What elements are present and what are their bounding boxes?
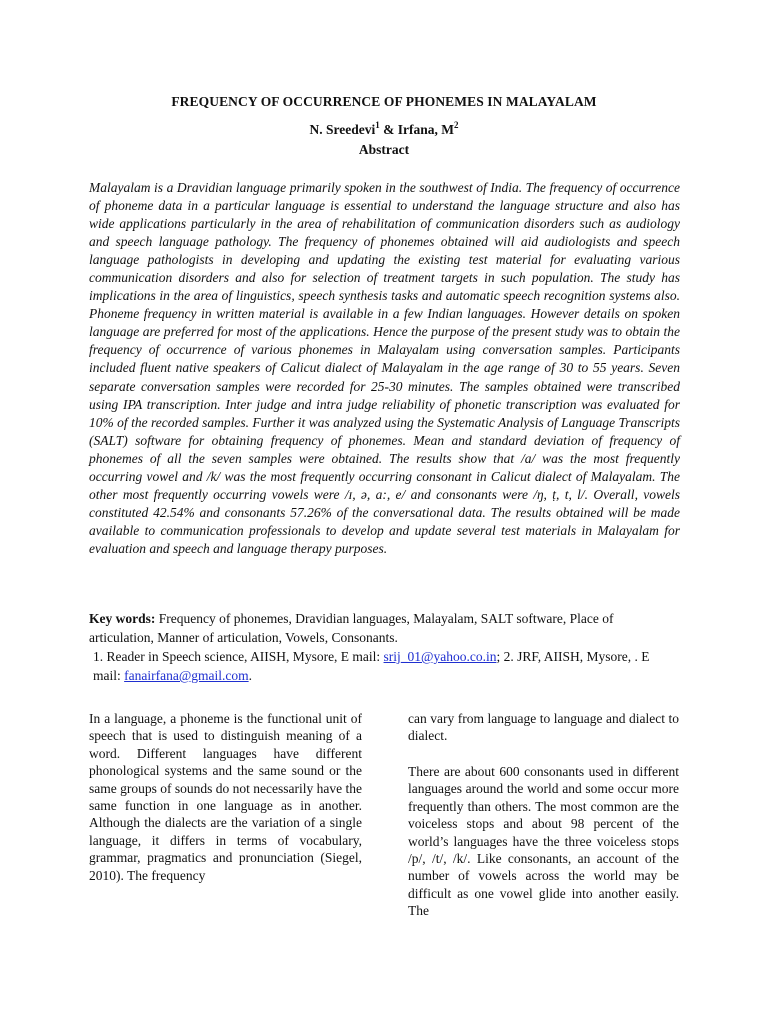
keywords-label: Key words: bbox=[89, 611, 156, 626]
body-left-column: In a language, a phoneme is the functional unit of speech that is used to distinguish meaning of a word. Different languages have different phonological systems and the same sound or the same groups of sounds do not necessarily have the same function in one language as in another. Although the dialects are the variation of a single language, it differs in terms of vocabulary, grammar, pragmatics and pronunciation (Siegel, 2010). The frequency bbox=[89, 711, 362, 883]
affiliation-end: . bbox=[248, 668, 252, 683]
author-name-2: & Irfana, M bbox=[379, 122, 454, 137]
author-line bbox=[0, 122, 768, 138]
keywords-text: Frequency of phonemes, Dravidian languages, Malayalam, SALT software, Place of articulation, Manner of articulation, Vowels, Consonants. bbox=[89, 611, 614, 645]
author-name-1: N. Sreedevi bbox=[309, 122, 376, 137]
paper-title: FREQUENCY OF OCCURRENCE OF PHONEMES IN MALAYALAM bbox=[171, 94, 597, 109]
abstract-heading: Abstract bbox=[358, 142, 410, 157]
author-2-affiliation-mark: 2 bbox=[454, 120, 459, 130]
affiliation-1-text: 1. Reader in Speech science, AIISH, Mysore, E mail: bbox=[93, 649, 384, 664]
keywords bbox=[89, 609, 680, 647]
affiliation-2-text: ; 2. JRF, AIISH, Mysore, . E mail: bbox=[93, 649, 650, 683]
body-right-column-paragraph-2: There are about 600 consonants used in different languages around the world and some occur more frequently than others. The most common are the voiceless stops and about 98 percent of the world’s languages have the three voiceless stops /p/, /t/, /k/. Like consonants, an account of the number of vowels across the world may be difficult as one vowel glide into another easily. The bbox=[408, 764, 679, 919]
affiliations bbox=[93, 647, 680, 685]
abstract-text: Malayalam is a Dravidian language primarily spoken in the southwest of India. The frequency of occurrence of phoneme data in a particular language is essential to understand the language structure and also has wide applications particularly in the area of rehabilitation of communication disorders such as audiology and speech language pathology. The frequency of phonemes obtained will aid audiologists and speech language pathologists in developing and updating the existing test material for evaluating various communication disorders and also for selection of treatment targets in such population. The study has implications in the area of linguistics, speech synthesis tasks and automatic speech recognition systems also. Phoneme frequency in written material is available in a few Indian languages. However details on spoken language are preferred for most of the applications. Hence the purpose of the present study was to obtain the frequency of occurrence of various phonemes in Malayalam using conversation samples. Participants included fluent native speakers of Calicut dialect of Malayalam in the age range of 30 to 55 years. Seven separate conversation samples were recorded for 25-30 minutes. The samples obtained were transcribed using IPA transcription. Inter judge and intra judge reliability of phonetic transcription was evaluated for 10% of the recorded samples. Further it was analyzed using the Systematic Analysis of Language Transcripts (SALT) software for obtaining frequency of phonemes. Mean and standard deviation of frequency of phonemes of all the seven samples were obtained. The results show that /a/ was the most frequently occurring vowel and /k/ was the most frequently occurring consonant in Calicut dialect of Malayalam. The other most frequently occurring vowels were /ɪ, ə, a:, e/ and consonants were /ŋ, ṭ, t, l/. Overall, vowels constituted 42.54% and consonants 57.26% of the conversational data. The results obtained will be made available to communication professionals to develop and update several test materials in Malayalam for evaluation and speech and language therapy purposes. bbox=[89, 180, 680, 556]
author-1-affiliation-mark: 1 bbox=[375, 120, 380, 130]
email-link-1[interactable]: srij_01@yahoo.co.in bbox=[383, 649, 497, 664]
body-right-column-paragraph-1: can vary from language to language and dialect to dialect. bbox=[408, 711, 679, 744]
email-link-2[interactable]: fanairfana@gmail.com bbox=[124, 668, 249, 683]
